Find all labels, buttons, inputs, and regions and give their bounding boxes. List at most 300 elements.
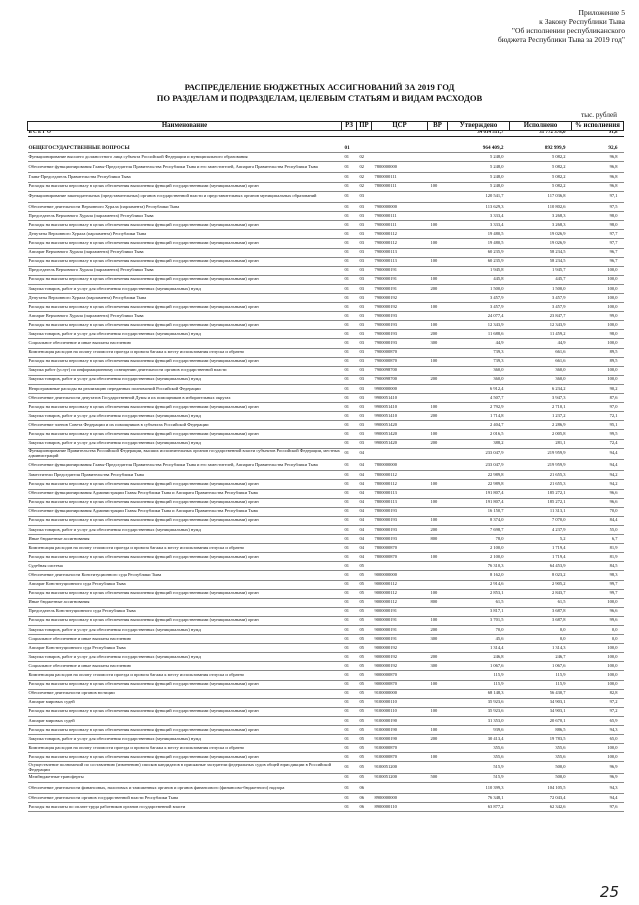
row-approved: 3 333,4 (448, 221, 510, 230)
row-name: Функционирование Правительства Российской Федерации, высших исполнительных органов государственной власти субъектов Российской Федерации, местных администраций (28, 448, 340, 458)
row-vr (428, 312, 448, 321)
row-name: Закупка товаров, работ и услуг для обеспечения государственных (муниципальных) нужд (28, 525, 342, 534)
row-rz: 01 (342, 662, 357, 671)
row-pr: 05 (357, 571, 372, 580)
row-vr: 200 (428, 439, 448, 448)
table-row (28, 471, 624, 480)
row-executed: 23 847,7 (510, 312, 572, 321)
row-name: Расходы на выплаты персоналу в целях обеспечения выполнения функций государственными (муниципальными) орган (28, 516, 342, 525)
row-vr (428, 144, 448, 153)
row-name: Председатель Верховного Хурала (парламента) Республики Тыва (28, 212, 342, 221)
row-name: Председатель Верховного Хурала (парламента) Республики Тыва (28, 266, 342, 275)
row-csr: 7900000112 (372, 230, 428, 239)
row-executed: 19 783,5 (510, 735, 572, 744)
header-executed: Исполнено (510, 122, 572, 131)
row-percent: 100,0 (572, 744, 624, 753)
row-approved: 115,9 (448, 671, 510, 680)
row-csr: 7800000111 (372, 173, 428, 182)
row-csr: 9100051200 (372, 773, 428, 782)
row-percent: 94,4 (572, 794, 624, 803)
row-vr (428, 421, 448, 430)
row-csr: 9000000870 (372, 671, 428, 680)
row-executed: 185 272,1 (510, 498, 572, 507)
table-row (28, 726, 624, 735)
row-executed: 2 905,2 (510, 580, 572, 589)
row-pr: 03 (357, 348, 372, 357)
total-approved: 34 614 551,7 (448, 131, 510, 137)
row-executed: 445,7 (510, 275, 572, 284)
row-name: Обеспечение деятельности Конституционного суда Республики Тыва (28, 571, 342, 580)
row-name: Функционирование высшего должностного лица субъекта Российской Федерации и муниципального образования (28, 153, 342, 162)
header-pr: ПР (357, 122, 372, 131)
table-row (28, 616, 624, 625)
row-percent: 89,5 (572, 357, 624, 366)
table-row (28, 266, 624, 275)
row-pr: 03 (357, 412, 372, 421)
row-pr: 05 (357, 607, 372, 616)
table-row (28, 544, 624, 553)
row-percent: 94,2 (572, 471, 624, 480)
row-name: Депутаты Верховного Хурала (парламента) Республики Тыва (28, 230, 342, 239)
row-rz: 01 (342, 525, 357, 534)
row-pr: 04 (357, 544, 372, 553)
row-percent: 98,3 (572, 571, 624, 580)
table-row (28, 375, 624, 384)
table-row (28, 680, 624, 689)
row-rz: 01 (342, 403, 357, 412)
row-name: Обеспечение деятельности Верховного Хурала (парламента) Республики Тыва (28, 203, 342, 212)
row-vr (428, 489, 448, 498)
row-vr (428, 803, 448, 812)
row-pr: 03 (357, 203, 372, 212)
row-approved: 191 807,4 (448, 498, 510, 507)
row-pr: 02 (357, 182, 372, 191)
row-percent: 84,4 (572, 516, 624, 525)
row-approved: 110 399,3 (448, 782, 510, 793)
row-vr: 100 (428, 357, 448, 366)
row-rz: 01 (342, 312, 357, 321)
row-name: Расходы на выплаты персоналу в целях обеспечения выполнения функций государственными (муниципальными) орган (28, 275, 342, 284)
row-approved: 68 148,3 (448, 689, 510, 698)
table-row (28, 357, 624, 366)
row-executed: 355,6 (510, 753, 572, 762)
row-vr (428, 671, 448, 680)
row-approved: 35 923,6 (448, 698, 510, 707)
row-name: Закупка товаров, работ и услуг для обеспечения государственных (муниципальных) нужд (28, 625, 342, 634)
row-percent: 96,7 (572, 257, 624, 266)
row-percent: 96,8 (572, 153, 624, 162)
row-approved: 22 989,8 (448, 471, 510, 480)
row-csr: 9100000190 (372, 735, 428, 744)
row-name: Обеспечение членов Совета Федерации и их помощников в субъектах Российской Федерации (28, 421, 342, 430)
row-executed: 11 459,2 (510, 330, 572, 339)
row-name: Аппарат Верховного Хурала (парламента) Республики Тыва (28, 312, 342, 321)
row-vr (428, 162, 448, 173)
row-name: Аппарат Верховного Хурала (парламента) Республики Тыва (28, 248, 342, 257)
row-pr: 05 (357, 625, 372, 634)
row-name: Закупка товаров, работ и услуг для обеспечения государственных (муниципальных) нужд (28, 412, 342, 421)
table-row (28, 191, 624, 202)
row-csr: 9000000191 (372, 607, 428, 616)
row-percent: 98,0 (572, 330, 624, 339)
appendix-block (385, 9, 625, 45)
row-executed: 4 237,9 (510, 525, 572, 534)
row-approved: 360,0 (448, 375, 510, 384)
row-percent: 99,5 (572, 430, 624, 439)
row-approved: 246,8 (448, 653, 510, 662)
row-vr (428, 689, 448, 698)
row-rz: 01 (342, 680, 357, 689)
row-pr: 06 (357, 782, 372, 793)
row-rz: 01 (342, 689, 357, 698)
row-executed: 62 342,6 (510, 803, 572, 812)
row-executed: 1 314,3 (510, 644, 572, 653)
row-executed: 115,9 (510, 680, 572, 689)
row-rz: 01 (342, 707, 357, 716)
table-row (28, 571, 624, 580)
row-approved: 355,6 (448, 753, 510, 762)
row-csr: 9000000192 (372, 653, 428, 662)
table-row (28, 366, 624, 375)
row-rz: 01 (342, 498, 357, 507)
row-name: Расходы на выплаты персоналу в целях обеспечения выполнения функций государственными (муниципальными) орган (28, 726, 342, 735)
table-row (28, 525, 624, 534)
row-rz: 01 (342, 248, 357, 257)
row-rz: 01 (342, 212, 357, 221)
title-line-1: РАСПРЕДЕЛЕНИЕ БЮДЖЕТНЫХ АССИГНОВАНИЙ ЗА 2019 ГОД (184, 82, 455, 92)
row-vr (428, 507, 448, 516)
row-approved: 6 912,4 (448, 384, 510, 393)
row-executed: 34 903,1 (510, 707, 572, 716)
row-percent: 100,0 (572, 644, 624, 653)
row-csr: 9000000000 (372, 571, 428, 580)
row-approved: 1 500,0 (448, 284, 510, 293)
row-vr: 200 (428, 375, 448, 384)
row-percent: 70,0 (572, 507, 624, 516)
row-csr (372, 153, 428, 162)
row-csr: 7900000192 (372, 294, 428, 303)
row-rz: 01 (342, 421, 357, 430)
row-name: Осуществление полномочий по составлению (изменению) списков кандидатов в присяжные заседатели федеральных судов общей юрисдикции в Российской Федерации (28, 762, 342, 773)
row-executed: 1 500,0 (510, 284, 572, 293)
table-row (28, 644, 624, 653)
row-vr: 100 (428, 221, 448, 230)
row-approved: 360,0 (448, 366, 510, 375)
row-rz: 01 (342, 191, 357, 202)
row-vr (428, 266, 448, 275)
row-vr (428, 471, 448, 480)
row-executed: 5 082,2 (510, 182, 572, 191)
row-pr: 05 (357, 689, 372, 698)
row-approved: 233 047,9 (448, 459, 510, 470)
row-name: Расходы на выплаты персоналу в целях обеспечения выполнения функций государственными (муниципальными) орган (28, 480, 342, 489)
row-name: Депутаты Верховного Хурала (парламента) Республики Тыва (28, 294, 342, 303)
row-executed: 2 843,7 (510, 589, 572, 598)
row-csr: 7900000111 (372, 212, 428, 221)
row-vr: 200 (428, 735, 448, 744)
row-approved: 8 162,0 (448, 571, 510, 580)
row-executed: 2 286,9 (510, 421, 572, 430)
table-row (28, 498, 624, 507)
row-vr: 500 (428, 773, 448, 782)
row-pr: 04 (357, 480, 372, 489)
table-row (28, 598, 624, 607)
row-name: Судебная система (28, 562, 342, 571)
table-row (28, 284, 624, 293)
row-name: Расходы на выплаты персоналу в целях обеспечения выполнения функций государственными (муниципальными) орган (28, 321, 342, 330)
table-row (28, 182, 624, 191)
row-vr: 100 (428, 680, 448, 689)
row-csr (372, 448, 428, 459)
row-csr: 7800000112 (372, 471, 428, 480)
row-vr: 300 (428, 662, 448, 671)
row-name: Обеспечение функционирования Главы-Председателя Правительства Республики Тыва и его заместителей, Аппарата Правительства Республики Тыва (28, 459, 342, 470)
row-vr: 100 (428, 321, 448, 330)
row-csr (372, 782, 428, 793)
row-pr: 04 (357, 507, 372, 516)
row-percent: 6,7 (572, 535, 624, 544)
row-csr: 9000000112 (372, 589, 428, 598)
row-rz: 01 (342, 339, 357, 348)
row-vr (428, 459, 448, 470)
table-row (28, 773, 624, 782)
row-rz: 01 (342, 430, 357, 439)
table-row (28, 507, 624, 516)
row-approved: 964 409,2 (448, 144, 510, 153)
row-executed: 0,0 (510, 625, 572, 634)
row-rz: 01 (342, 321, 357, 330)
row-rz: 01 (342, 726, 357, 735)
table-row (28, 275, 624, 284)
row-csr: 7900000193 (372, 339, 428, 348)
row-approved: 5 248,0 (448, 182, 510, 191)
row-name: Расходы на выплаты персоналу в целях обеспечения выполнения функций государственными (муниципальными) орган (28, 680, 342, 689)
row-vr: 100 (428, 553, 448, 562)
row-vr (428, 203, 448, 212)
row-vr: 800 (428, 535, 448, 544)
row-pr: 03 (357, 248, 372, 257)
row-executed: 5 082,2 (510, 153, 572, 162)
row-executed: 500,0 (510, 773, 572, 782)
row-executed: 219 959,9 (510, 448, 572, 459)
row-pr: 05 (357, 773, 372, 782)
row-rz: 01 (342, 182, 357, 191)
row-name: Расходы на выплаты персоналу в целях обеспечения выполнения функций государственными (муниципальными) орган (28, 589, 342, 598)
row-vr: 100 (428, 726, 448, 735)
row-rz: 01 (342, 753, 357, 762)
row-name: Расходы на выплаты персоналу в целях обеспечения выполнения функций государственными (муниципальными) орган (28, 239, 342, 248)
row-rz: 01 (342, 598, 357, 607)
row-approved: 2 016,5 (448, 430, 510, 439)
appendix-line-1: Приложение 5 (578, 8, 625, 17)
row-vr: 100 (428, 707, 448, 716)
row-name: Председатель Конституционного суда Республики Тыва (28, 607, 342, 616)
row-vr (428, 698, 448, 707)
row-approved: 3 817,1 (448, 607, 510, 616)
row-pr: 03 (357, 421, 372, 430)
row-pr: 05 (357, 671, 372, 680)
row-vr: 200 (428, 284, 448, 293)
row-vr (428, 794, 448, 803)
row-name: Межбюджетные трансферты (28, 773, 342, 782)
row-percent: 100,0 (572, 366, 624, 375)
row-approved: 5 248,0 (448, 162, 510, 173)
table-row (28, 239, 624, 248)
row-approved: 3 457,9 (448, 294, 510, 303)
row-approved: 5 248,0 (448, 173, 510, 182)
row-executed: 58 234,5 (510, 248, 572, 257)
row-rz: 01 (342, 535, 357, 544)
row-rz: 01 (342, 330, 357, 339)
row-approved: 45,6 (448, 635, 510, 644)
row-percent: 84,5 (572, 562, 624, 571)
row-vr (428, 448, 448, 459)
row-approved: 739,3 (448, 357, 510, 366)
row-csr: 7800000000 (372, 459, 428, 470)
row-pr: 03 (357, 221, 372, 230)
appendix-line-4: бюджета Республики Тыва за 2019 год" (497, 34, 625, 44)
row-name: Обеспечение функционирования Администрации Главы Республики Тыва и Аппарата Правительства Республики Тыва (28, 507, 342, 516)
table-row (28, 303, 624, 312)
row-percent: 96,7 (572, 248, 624, 257)
row-csr: 7800000193 (372, 507, 428, 516)
row-vr: 100 (428, 516, 448, 525)
row-name: Обеспечение функционирования Администрации Главы Республики Тыва и Аппарата Правительства Республики Тыва (28, 489, 342, 498)
row-executed: 886,5 (510, 726, 572, 735)
table-row (28, 803, 624, 812)
row-approved: 2 853,1 (448, 589, 510, 598)
row-rz: 01 (342, 516, 357, 525)
row-vr: 100 (428, 616, 448, 625)
row-pr: 05 (357, 635, 372, 644)
row-pr: 02 (357, 153, 372, 162)
row-pr: 05 (357, 598, 372, 607)
row-executed: 115,9 (510, 671, 572, 680)
row-csr: 7800000111 (372, 182, 428, 191)
total-percent: 91,8 (572, 131, 624, 137)
row-rz: 01 (342, 459, 357, 470)
row-name: Закупка товаров, работ и услуг для обеспечения государственных (муниципальных) нужд (28, 653, 342, 662)
row-percent: 100,0 (572, 303, 624, 312)
row-vr (428, 571, 448, 580)
table-row (28, 698, 624, 707)
row-rz: 01 (342, 448, 357, 459)
row-pr: 04 (357, 448, 372, 459)
table-row (28, 716, 624, 725)
row-rz: 01 (342, 221, 357, 230)
row-approved: 76 310,3 (448, 562, 510, 571)
row-vr (428, 644, 448, 653)
row-csr: 7900000193 (372, 321, 428, 330)
row-pr: 02 (357, 173, 372, 182)
table-row (28, 294, 624, 303)
row-rz: 01 (342, 625, 357, 634)
row-approved: 445,8 (448, 275, 510, 284)
row-vr: 200 (428, 525, 448, 534)
row-percent: 97,0 (572, 403, 624, 412)
row-vr (428, 782, 448, 793)
row-executed: 44,9 (510, 339, 572, 348)
table-row (28, 221, 624, 230)
row-csr: 9900051410 (372, 394, 428, 403)
row-executed: 3 457,9 (510, 303, 572, 312)
row-pr: 05 (357, 698, 372, 707)
row-approved: 11 688,6 (448, 330, 510, 339)
row-executed: 3 947,3 (510, 394, 572, 403)
row-pr: 03 (357, 366, 372, 375)
row-rz: 01 (342, 544, 357, 553)
row-percent: 94,4 (572, 459, 624, 470)
row-vr: 100 (428, 430, 448, 439)
row-rz: 01 (342, 616, 357, 625)
table-row (28, 753, 624, 762)
row-executed: 1 719,4 (510, 544, 572, 553)
row-approved: 35 923,6 (448, 707, 510, 716)
row-pr: 05 (357, 580, 372, 589)
row-csr: 9000000191 (372, 625, 428, 634)
row-percent: 96,9 (572, 762, 624, 773)
row-pr: 05 (357, 762, 372, 773)
row-vr (428, 562, 448, 571)
row-vr (428, 348, 448, 357)
row-executed: 0,0 (510, 635, 572, 644)
row-csr: 9100000000 (372, 689, 428, 698)
row-rz: 01 (342, 348, 357, 357)
row-name: Расходы на выплаты персоналу в целях обеспечения выполнения функций государственными (муниципальными) орган (28, 403, 342, 412)
row-executed: 2 710,1 (510, 403, 572, 412)
row-name: Глава-Председатель Правительства Республики Тыва (28, 173, 342, 182)
row-csr: 9000000192 (372, 644, 428, 653)
row-approved: 115,9 (448, 680, 510, 689)
row-csr: 9000000192 (372, 662, 428, 671)
row-percent: 0,0 (572, 635, 624, 644)
row-percent: 100,0 (572, 598, 624, 607)
row-pr: 03 (357, 339, 372, 348)
row-vr (428, 762, 448, 773)
row-pr: 04 (357, 516, 372, 525)
row-percent: 96,8 (572, 173, 624, 182)
row-rz: 01 (342, 266, 357, 275)
table-row (28, 625, 624, 634)
row-approved: 355,6 (448, 744, 510, 753)
row-vr: 100 (428, 480, 448, 489)
row-approved: 19 480,5 (448, 230, 510, 239)
table-row (28, 312, 624, 321)
row-approved: 3 701,5 (448, 616, 510, 625)
table-row (28, 384, 624, 393)
row-rz: 01 (342, 571, 357, 580)
row-csr: 7900000112 (372, 239, 428, 248)
row-csr: 7900000000 (372, 203, 428, 212)
row-percent: 96,6 (572, 607, 624, 616)
row-pr: 06 (357, 803, 372, 812)
row-percent: 81,9 (572, 553, 624, 562)
row-executed: 1 067,6 (510, 662, 572, 671)
row-pr: 05 (357, 562, 372, 571)
row-executed: 72 043,4 (510, 794, 572, 803)
row-pr: 03 (357, 394, 372, 403)
row-csr: 7900000193 (372, 312, 428, 321)
row-name: Заместители Председателя Правительства Республики Тыва (28, 471, 342, 480)
row-approved: 31 353,0 (448, 716, 510, 725)
row-name: Закупка товаров, работ и услуг для обеспечения государственных (муниципальных) нужд (28, 330, 342, 339)
row-approved: 1 314,4 (448, 644, 510, 653)
table-row (28, 448, 624, 459)
table-row (28, 230, 624, 239)
row-executed: 3 457,9 (510, 294, 572, 303)
row-pr (357, 144, 372, 153)
row-csr: 9100000870 (372, 744, 428, 753)
